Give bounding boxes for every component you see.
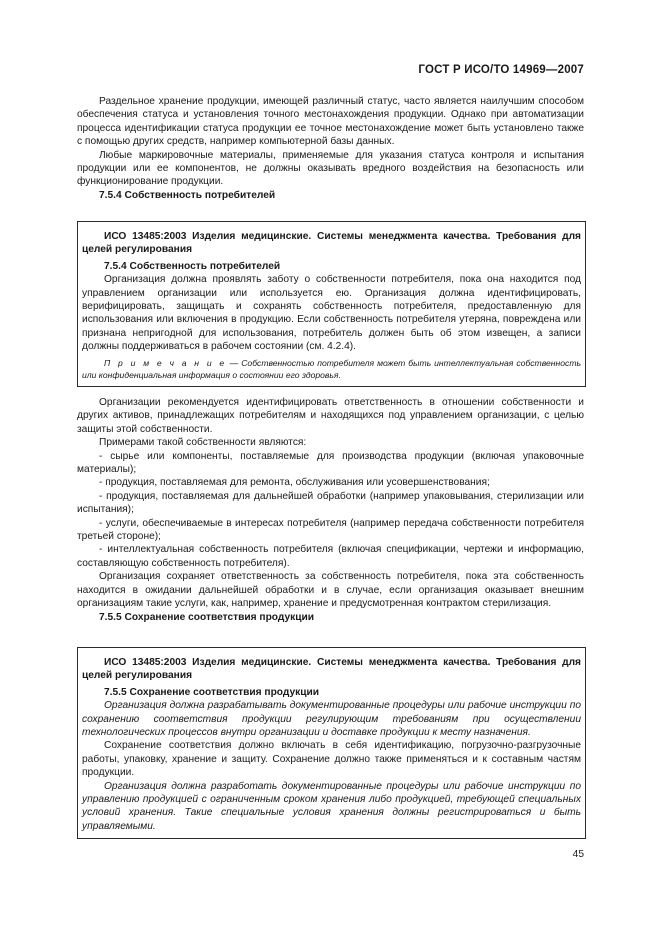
paragraph: Организации рекомендуется идентифицировать ответственность в отношении собственности и других активов, принадлежащих потребителям и находящихся под управлением организации, с целью защиты этой собственности. xyxy=(77,397,584,435)
list-item: - сырье или компоненты, поставляемые для производства продукции (включая упаковочные материалы); xyxy=(77,450,584,476)
paragraph: Примерами такой собственности являются: xyxy=(99,437,307,449)
note-text: — Собственностью потребителя может быть интеллектуальная собственность или конфиденциальная информация о состоянии его здоровья. xyxy=(82,357,582,380)
clause-title: 7.5.5 Сохранение соответствия продукции xyxy=(104,686,320,698)
list-item: - услуги, обеспечиваемые в интересах потребителя (например передача собственности потребителя третьей стороне); xyxy=(77,517,584,543)
clause-text-italic: Организация должна разработать документированные процедуры или рабочие инструкции по управлению продукцией с ограниченным сроком хранения либо продукцией, требующей специальных условий хранения. Такие специальные условия хранения должны регистрироваться и быть управляемыми. xyxy=(82,780,581,832)
paragraph: Раздельное хранение продукции, имеющей различный статус, часто является наилучшим способом обеспечения статуса и установления точного местонахождения продукции. Однако при автоматизации процесса идентификации статуса продукции ее точное местонахождение может быть установлено также с помощью других средств, например компьютерной базы данных. xyxy=(77,96,584,148)
page-number: 45 xyxy=(572,849,584,860)
intro-section xyxy=(77,95,584,202)
list-item: - интеллектуальная собственность потребителя (включая спецификации, чертежи и информацию, составляющую собственность потребителя). xyxy=(77,544,584,569)
standard-title: ИСО 13485:2003 Изделия медицинские. Системы менеджмента качества. Требования для целей регулирования xyxy=(82,657,581,682)
list-item: - продукция, поставляемая для ремонта, обслуживания или усовершенствования; xyxy=(99,477,490,489)
note xyxy=(82,357,581,381)
clause-text-italic: Организация должна разрабатывать документированные процедуры или рабочие инструкции по сохранению соответствия продукции регулирующим требованиям при осуществлении технологических процессов внутри организации и доставке продукции к месту назначения. xyxy=(82,700,581,739)
section-heading-7-5-4: 7.5.4 Собственность потребителей xyxy=(99,189,276,201)
clause-text: Организация должна проявлять заботу о собственности потребителя, пока она находится под управлением организации или используется ею. Организация должна идентифицировать, верифицировать, защищать и сохранять собственность потребителя, предоставленную для использования или включения в продукцию. Если собственность потребителя утеряна, повреждена или признана непригодной для использования, потребитель должен быть об этом извещен, а записи должны поддерживаться в рабочем состоянии (см. 4.2.4). xyxy=(82,274,581,353)
paragraph: Организация сохраняет ответственность за собственность потребителя, пока эта собственность находится в ожидании дальнейшей обработки и в случае, если организация оказывает внешним организациям такие услуги, как, например, хранение и предусмотренная контрактом стерилизация. xyxy=(77,571,584,610)
iso-quote-box-7-5-4 xyxy=(77,221,586,387)
middle-section xyxy=(77,396,584,624)
document-header: ГОСТ Р ИСО/ТО 14969—2007 xyxy=(418,64,584,76)
paragraph: Любые маркировочные материалы, применяемые для указания статуса контроля и испытания продукции или ее компонентов, не должны оказывать вредного воздействия на безопасность или функционирование продукции. xyxy=(77,149,584,188)
section-heading-7-5-5: 7.5.5 Сохранение соответствия продукции xyxy=(99,611,315,623)
clause-title: 7.5.4 Собственность потребителей xyxy=(104,260,281,272)
note-label: П р и м е ч а н и е xyxy=(104,357,227,368)
list-item: - продукция, поставляемая для дальнейшей обработки (например упаковывания, стерилизации или испытания); xyxy=(77,490,584,516)
standard-title: ИСО 13485:2003 Изделия медицинские. Системы менеджмента качества. Требования для целей регулирования xyxy=(82,231,581,256)
clause-text: Сохранение соответствия должно включать в себя идентификацию, погрузочно-разгрузочные работы, упаковку, хранение и защиту. Сохранение должно также применяться и к составным частям продукции. xyxy=(82,740,581,779)
iso-quote-box-7-5-5 xyxy=(77,647,586,839)
